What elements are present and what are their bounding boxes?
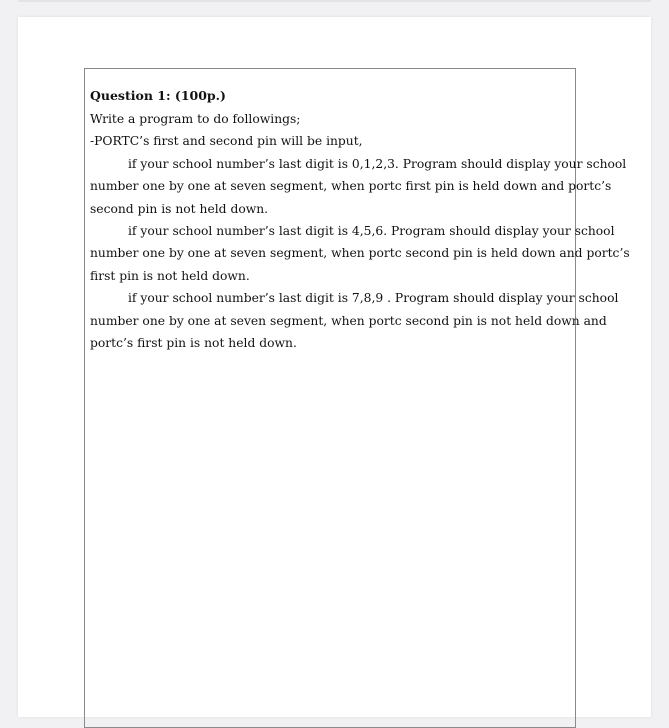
question-title: Question 1: (100p.) [90, 88, 226, 103]
previous-page-edge [18, 0, 651, 2]
document-page [18, 17, 651, 717]
viewer-background [0, 0, 669, 14]
text-line: number one by one at seven segment, when portc first pin is held down and portc’s [90, 179, 612, 194]
question-box [84, 68, 630, 728]
text-line: -PORTC’s first and second pin will be input, [90, 134, 363, 149]
text-line: portc’s first pin is not held down. [90, 335, 297, 350]
text-line: number one by one at seven segment, when portc second pin is not held down and [90, 313, 607, 328]
text-line: Write a program to do followings; [90, 111, 301, 126]
text-line: number one by one at seven segment, when portc second pin is held down and portc’s [90, 246, 630, 261]
text-line: first pin is not held down. [90, 268, 250, 283]
text-line: if your school number’s last digit is 7,8,9 . Program should display your school [128, 291, 619, 306]
text-line: if your school number’s last digit is 0,1,2,3. Program should display your school [128, 156, 627, 171]
text-line: if your school number’s last digit is 4,5,6. Program should display your school [128, 223, 615, 238]
text-line: second pin is not held down. [90, 201, 269, 216]
